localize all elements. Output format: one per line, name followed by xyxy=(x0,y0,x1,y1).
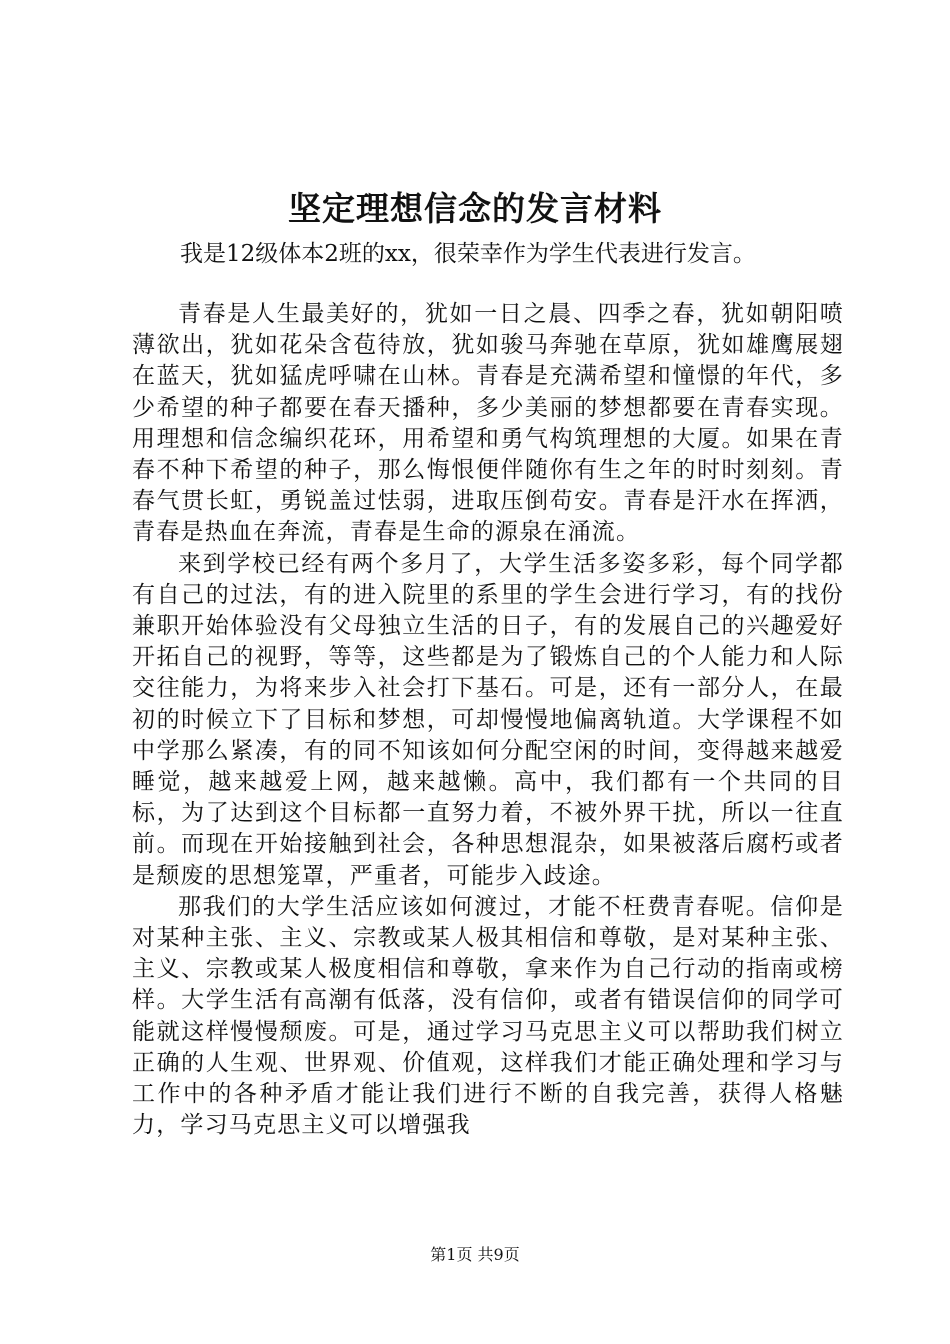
paragraph-2: 来到学校已经有两个多月了，大学生活多姿多彩，每个同学都有自己的过法，有的进入院里的系里的学生会进行学习，有的找份兼职开始体验没有父母独立生活的日子，有的发展自己的兴趣爱好开拓自己的视野，等等，这些都是为了锻炼自己的个人能力和人际交往能力，为将来步入社会打下基石。可是，还有一部分人，在最初的时候立下了目标和梦想，可却慢慢地偏离轨道。大学课程不如中学那么紧凑，有的同不知该如何分配空闲的时间，变得越来越爱睡觉，越来越爱上网，越来越懒。高中，我们都有一个共同的目标，为了达到这个目标都一直努力着，不被外界干扰，所以一往直前。而现在开始接触到社会，各种思想混杂，如果被落后腐朽或者是颓废的思想笼罩，严重者，可能步入歧途。 xyxy=(132,550,844,889)
page-footer: 第1页 共9页 xyxy=(430,1245,520,1264)
paragraph-1: 青春是人生最美好的，犹如一日之晨、四季之春，犹如朝阳喷薄欲出，犹如花朵含苞待放，犹如骏马奔驰在草原，犹如雄鹰展翅在蓝天，犹如猛虎呼啸在山林。青春是充满希望和憧憬的年代，多少希望的种子都要在春天播种，多少美丽的梦想都要在青春实现。用理想和信念编织花环，用希望和勇气构筑理想的大厦。如果在青春不种下希望的种子，那么悔恨便伴随你有生之年的时时刻刻。青春气贯长虹，勇锐盖过怯弱，进取压倒苟安。青春是汗水在挥洒，青春是热血在奔流，青春是生命的源泉在涌流。 xyxy=(132,301,844,546)
paragraph-3: 那我们的大学生活应该如何渡过，才能不枉费青春呢。信仰是对某种主张、主义、宗教或某人极其相信和尊敬，是对某种主张、主义、宗教或某人极度相信和尊敬，拿来作为自己行动的指南或榜样。大学生活有高潮有低落，没有信仰，或者有错误信仰的同学可能就这样慢慢颓废。可是，通过学习马克思主义可以帮助我们树立正确的人生观、世界观、价值观，这样我们才能正确处理和学习与工作中的各种矛盾才能让我们进行不断的自我完善，获得人格魅力，学习马克思主义可以增强我 xyxy=(132,893,844,1139)
document-body xyxy=(132,299,844,1141)
intro-line: 我是12级体本2班的xx，很荣幸作为学生代表进行发言。 xyxy=(180,241,756,267)
document-title: 坚定理想信念的发言材料 xyxy=(288,189,662,228)
